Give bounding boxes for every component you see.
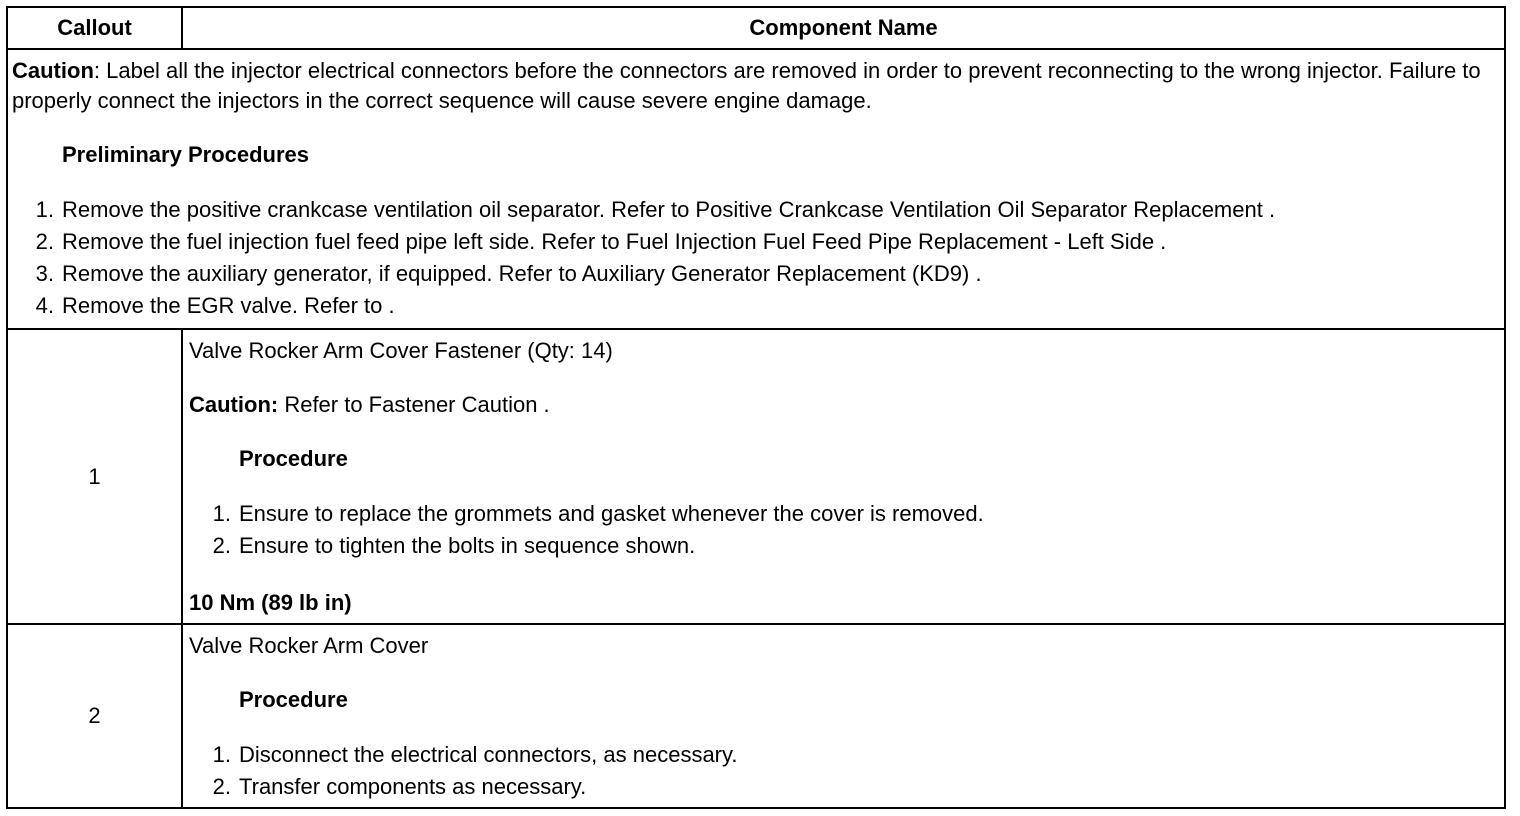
list-item: Remove the positive crankcase ventilation oil separator. Refer to Positive Crankcase Ventilation Oil Separator Replacement . — [62, 197, 1276, 222]
table-row — [7, 329, 1505, 624]
list-item: Transfer components as necessary. — [239, 774, 587, 799]
list-item: Remove the fuel injection fuel feed pipe left side. Refer to Fuel Injection Fuel Feed Pipe Replacement - Left Side . — [62, 229, 1167, 254]
component-cell — [182, 624, 1505, 808]
table-header-row — [7, 7, 1505, 49]
intro-caution — [12, 56, 1500, 116]
list-item: Disconnect the electrical connectors, as necessary. — [239, 742, 738, 767]
list-item: Remove the EGR valve. Refer to . — [62, 293, 395, 318]
callout-number: 2 — [7, 624, 182, 808]
component-name: Valve Rocker Arm Cover — [189, 633, 429, 658]
table-row — [7, 624, 1505, 808]
procedure-title: Procedure — [239, 446, 348, 471]
list-item: Ensure to tighten the bolts in sequence shown. — [239, 533, 696, 558]
procedure-steps — [189, 498, 1500, 562]
header-callout: Callout — [7, 7, 182, 49]
caution-label: Caution: — [189, 392, 279, 417]
callout-number: 1 — [7, 329, 182, 624]
intro-caution-text: : Label all the injector electrical connectors before the connectors are removed in order to prevent reconnecting to the wrong injector. Failure to properly connect the injectors in the correct sequence will cause severe engine damage. — [12, 58, 1481, 113]
intro-cell — [7, 49, 1505, 329]
procedure-steps — [189, 739, 1500, 803]
torque-spec: 10 Nm (89 lb in) — [189, 590, 352, 615]
intro-row — [7, 49, 1505, 329]
list-item: Remove the auxiliary generator, if equipped. Refer to Auxiliary Generator Replacement (KD9) . — [62, 261, 982, 286]
caution-text: Refer to Fastener Caution . — [278, 392, 550, 417]
component-name: Valve Rocker Arm Cover Fastener (Qty: 14) — [189, 338, 613, 363]
list-item: Ensure to replace the grommets and gasket whenever the cover is removed. — [239, 501, 984, 526]
preliminary-steps — [12, 194, 1500, 322]
preliminary-procedures-title: Preliminary Procedures — [62, 142, 310, 167]
intro-caution-label: Caution — [12, 58, 94, 83]
component-table — [6, 6, 1506, 809]
procedure-title: Procedure — [239, 687, 348, 712]
component-cell — [182, 329, 1505, 624]
fastener-caution — [189, 390, 1500, 420]
header-component-name: Component Name — [182, 7, 1505, 49]
